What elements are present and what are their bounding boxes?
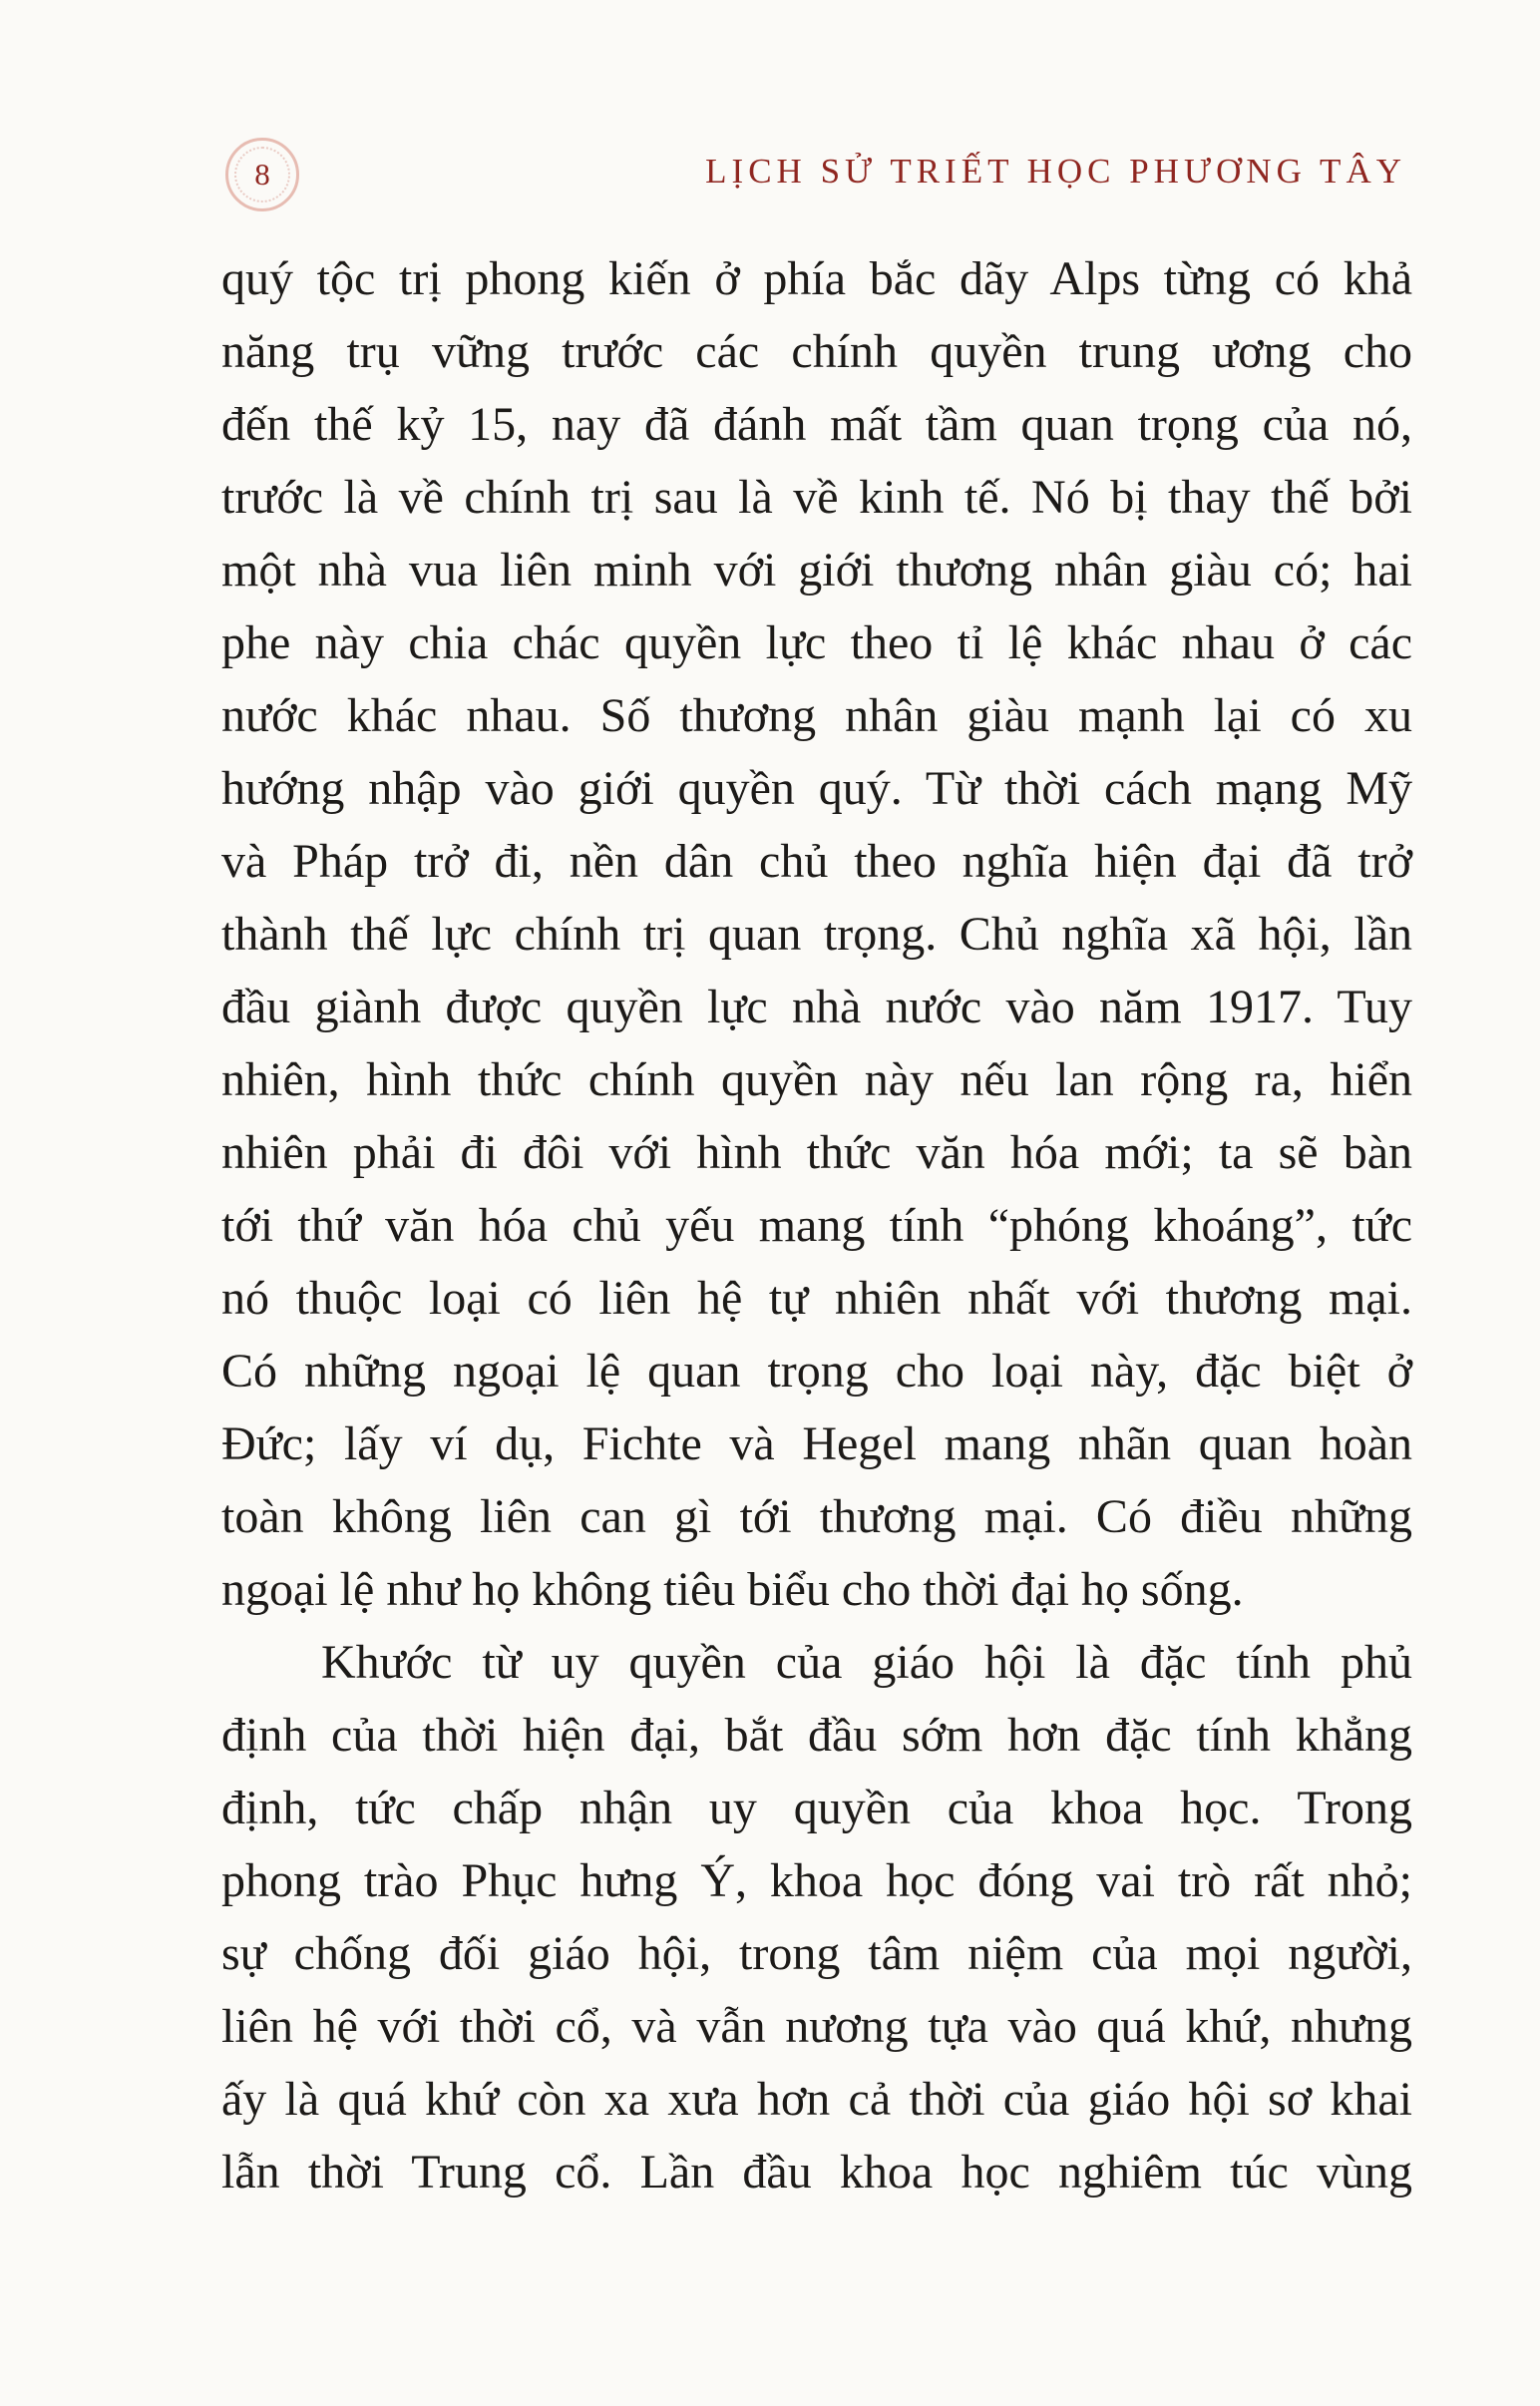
text-line: nhiên, hình thức chính quyền này nếu lan rộng ra, hiển [221, 1053, 1412, 1106]
text-line: Khước từ uy quyền của giáo hội là đặc tính phủ [321, 1636, 1412, 1689]
text-line: phong trào Phục hưng Ý, khoa học đóng vai trò rất nhỏ; [221, 1854, 1412, 1907]
body-text [221, 242, 1412, 2208]
running-title: LỊCH SỬ TRIẾT HỌC PHƯƠNG TÂY [705, 152, 1406, 191]
text-line: quý tộc trị phong kiến ở phía bắc dãy Alps từng có khả [221, 252, 1412, 305]
text-line: nó thuộc loại có liên hệ tự nhiên nhất với thương mại. [221, 1272, 1412, 1325]
text-line: đến thế kỷ 15, nay đã đánh mất tầm quan trọng của nó, [221, 398, 1412, 451]
text-line: và Pháp trở đi, nền dân chủ theo nghĩa hiện đại đã trở [221, 835, 1412, 888]
text-line: Đức; lấy ví dụ, Fichte và Hegel mang nhãn quan hoàn [221, 1417, 1412, 1470]
paragraph-2 [221, 1626, 1412, 2208]
text-line: Có những ngoại lệ quan trọng cho loại này, đặc biệt ở [221, 1345, 1412, 1398]
paragraph-1 [221, 242, 1412, 1626]
text-line: liên hệ với thời cổ, và vẫn nương tựa vào quá khứ, nhưng [221, 2000, 1412, 2053]
text-line: định của thời hiện đại, bắt đầu sớm hơn đặc tính khẳng [221, 1709, 1412, 1762]
text-line: sự chống đối giáo hội, trong tâm niệm của mọi người, [221, 1927, 1412, 1980]
text-line: thành thế lực chính trị quan trọng. Chủ nghĩa xã hội, lần [221, 908, 1412, 961]
page-number-badge [225, 138, 299, 211]
page-number: 8 [254, 157, 270, 192]
text-line: nhiên phải đi đôi với hình thức văn hóa mới; ta sẽ bàn [221, 1126, 1412, 1179]
text-line: tới thứ văn hóa chủ yếu mang tính “phóng khoáng”, tức [221, 1199, 1412, 1252]
text-line: năng trụ vững trước các chính quyền trung ương cho [221, 325, 1412, 378]
text-line: hướng nhập vào giới quyền quý. Từ thời cách mạng Mỹ [221, 762, 1412, 815]
text-line: phe này chia chác quyền lực theo tỉ lệ khác nhau ở các [221, 616, 1412, 669]
text-line: lẫn thời Trung cổ. Lần đầu khoa học nghiêm túc vùng [221, 2146, 1412, 2199]
text-line: một nhà vua liên minh với giới thương nhân giàu có; hai [221, 544, 1412, 597]
text-line: toàn không liên can gì tới thương mại. Có điều những [221, 1490, 1412, 1543]
text-line: ngoại lệ như họ không tiêu biểu cho thời đại họ sống. [221, 1563, 1244, 1616]
text-line: nước khác nhau. Số thương nhân giàu mạnh lại có xu [221, 689, 1412, 742]
text-line: định, tức chấp nhận uy quyền của khoa học. Trong [221, 1782, 1412, 1834]
text-line: đầu giành được quyền lực nhà nước vào năm 1917. Tuy [221, 981, 1412, 1033]
text-line: ấy là quá khứ còn xa xưa hơn cả thời của giáo hội sơ khai [221, 2073, 1412, 2126]
text-line: trước là về chính trị sau là về kinh tế. Nó bị thay thế bởi [221, 471, 1412, 524]
page-header [225, 138, 1414, 217]
